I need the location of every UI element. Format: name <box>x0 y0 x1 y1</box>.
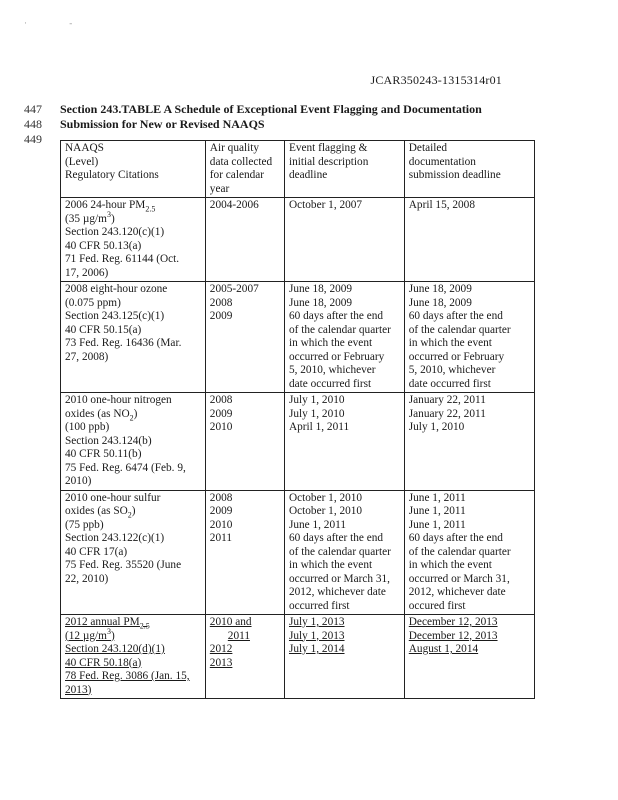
years-cell: 2005-2007 2008 2009 <box>205 282 284 393</box>
document-id: JCAR350243-1315314r01 <box>370 73 502 87</box>
table-row <box>61 282 535 393</box>
corner-marks: · - <box>24 18 93 28</box>
flagging-cell: October 1, 2010 October 1, 2010 June 1, 2011 60 days after the end of the calendar quarter in which the event occurred or March 31, 2012, whichever date occurred first <box>284 490 404 615</box>
header-data-year: Air quality data collected for calendar year <box>205 141 284 198</box>
naaqs-cell: 2008 eight-hour ozone (0.075 ppm) Section 243.125(c)(1) 40 CFR 50.15(a) 73 Fed. Reg. 16436 (Mar. 27, 2008) <box>61 282 206 393</box>
schedule-table <box>60 140 535 699</box>
documentation-cell: June 18, 2009 June 18, 2009 60 days after the end of the calendar quarter in which the event occurred or February 5, 2010, whichever date occurred first <box>404 282 534 393</box>
line-number-449: 449 <box>24 132 42 146</box>
years-cell: 2008 2009 2010 2011 <box>205 490 284 615</box>
documentation-cell: April 15, 2008 <box>404 198 534 282</box>
header-documentation-deadline: Detailed documentation submission deadline <box>404 141 534 198</box>
naaqs-cell: 2006 24-hour $PM_{2.5}$ (35 $\mu g/m^3$) Section 243.120(c)(1) 40 CFR 50.13(a) 71 Fed. Reg. 61144 (Oct. 17, 2006) <box>61 198 206 282</box>
years-cell: 2008 2009 2010 <box>205 393 284 491</box>
section-subheading: Submission for New or Revised NAAQS <box>60 117 265 131</box>
section-heading: Section 243.TABLE A Schedule of Exceptional Event Flagging and Documentation <box>60 102 482 116</box>
years-cell: 2004-2006 <box>205 198 284 282</box>
years-cell: 2010 and 2011 2012 2013 <box>205 615 284 699</box>
flagging-cell: July 1, 2010 July 1, 2010 April 1, 2011 <box>284 393 404 491</box>
documentation-cell: January 22, 2011 January 22, 2011 July 1, 2010 <box>404 393 534 491</box>
table-row <box>61 490 535 615</box>
documentation-cell: December 12, 2013 December 12, 2013 August 1, 2014 <box>404 615 534 699</box>
flagging-cell: June 18, 2009 June 18, 2009 60 days after the end of the calendar quarter in which the event occurred or February 5, 2010, whichever date occurred first <box>284 282 404 393</box>
naaqs-cell: 2012 annual $PM_{2.5}$ (12 $\mu g/m^3$) Section 243.120(d)(1) 40 CFR 50.18(a) 78 Fed. Reg. 3086 (Jan. 15, 2013) <box>61 615 206 699</box>
flagging-cell: October 1, 2007 <box>284 198 404 282</box>
naaqs-cell: 2010 one-hour sulfur oxides (as $SO_2$) (75 ppb) Section 243.122(c)(1) 40 CFR 17(a) 75 Fed. Reg. 35520 (June 22, 2010) <box>61 490 206 615</box>
header-flagging-deadline: Event flagging & initial description deadline <box>284 141 404 198</box>
documentation-cell: June 1, 2011 June 1, 2011 June 1, 2011 60 days after the end of the calendar quarter in which the event occurred or March 31, 2012, whichever date occured first <box>404 490 534 615</box>
table-row <box>61 393 535 491</box>
line-number-448: 448 <box>24 117 42 131</box>
table-row <box>61 198 535 282</box>
naaqs-cell: 2010 one-hour nitrogen oxides (as $NO_2$) (100 ppb) Section 243.124(b) 40 CFR 50.11(b) 75 Fed. Reg. 6474 (Feb. 9, 2010) <box>61 393 206 491</box>
flagging-cell: July 1, 2013 July 1, 2013 July 1, 2014 <box>284 615 404 699</box>
table-header-row <box>61 141 535 198</box>
header-naaqs: NAAQS (Level) Regulatory Citations <box>61 141 206 198</box>
line-number-447: 447 <box>24 102 42 116</box>
table-row-new <box>61 615 535 699</box>
